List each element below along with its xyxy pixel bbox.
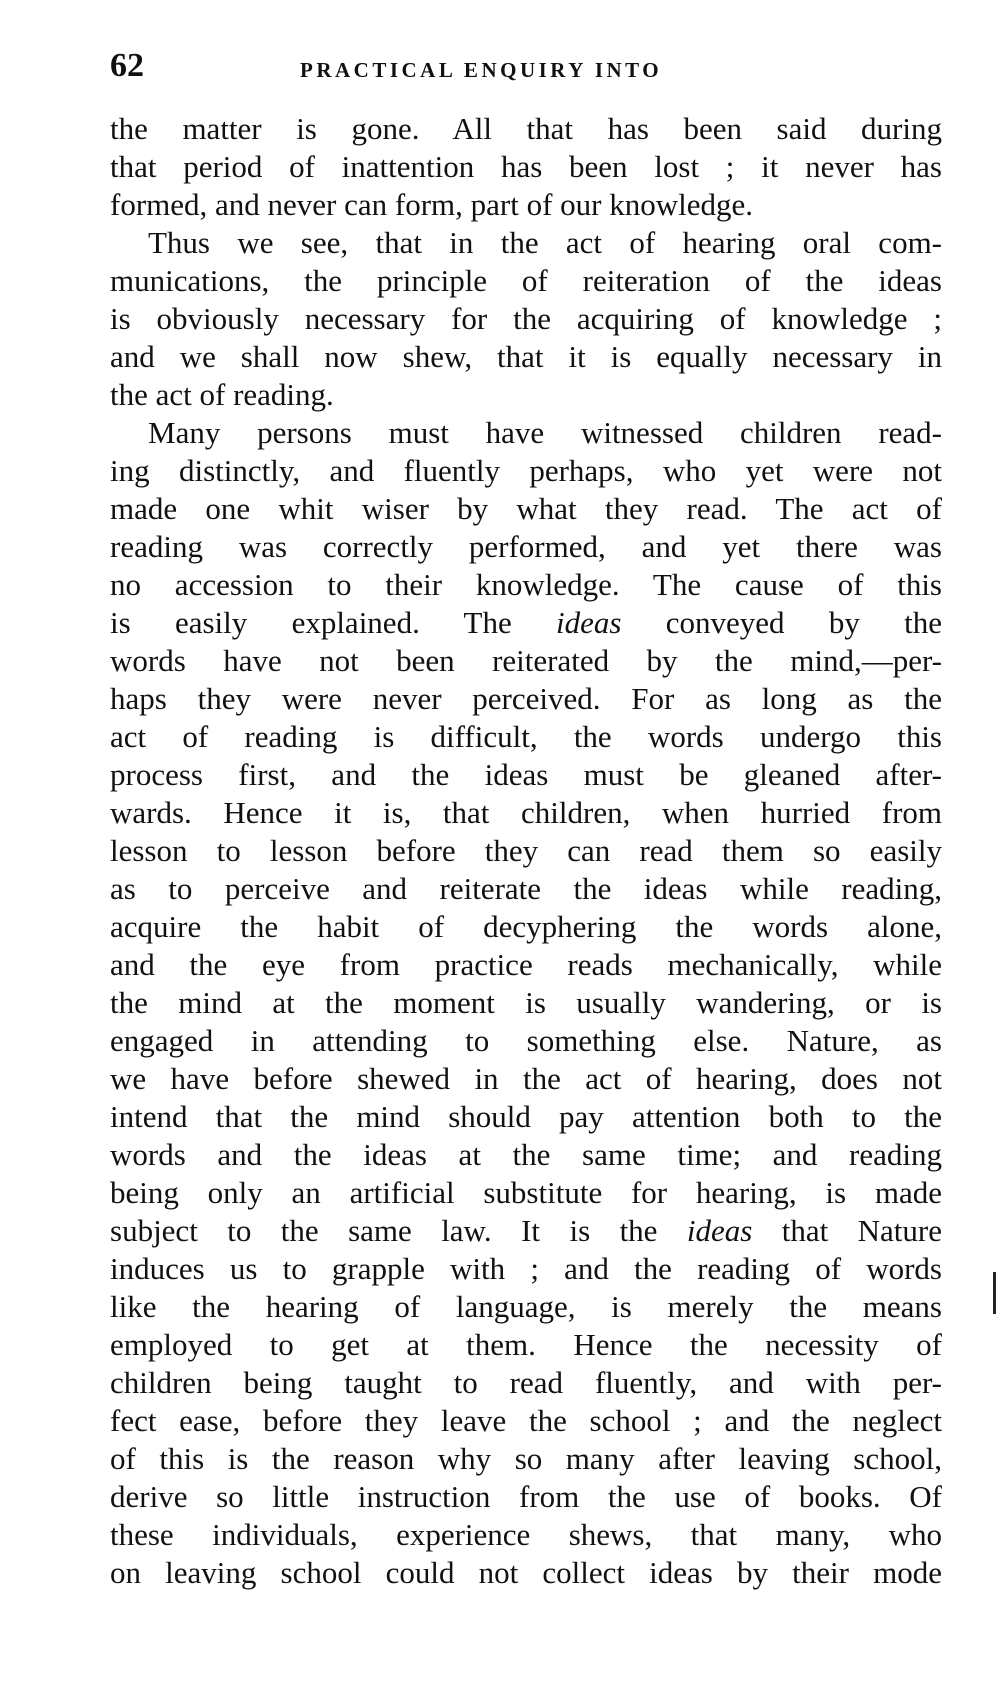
text-line: being only an artificial substitute for hearing, is made (110, 1175, 942, 1210)
body-text (110, 110, 942, 1592)
paragraph-start-line: Many persons must have witnessed children read- (148, 415, 942, 450)
text-line: ing distinctly, and fluently perhaps, who yet were not (110, 453, 942, 488)
text-line: lesson to lesson before they can read them so easily (110, 833, 942, 868)
text-line: fect ease, before they leave the school ; and the neglect (110, 1403, 942, 1438)
italic-word: ideas (556, 605, 622, 640)
text-line: made one whit wiser by what they read. The act of (110, 491, 942, 526)
text-line: the mind at the moment is usually wandering, or is (110, 985, 942, 1020)
text-line: words and the ideas at the same time; and reading (110, 1137, 942, 1172)
paragraph-start-line: Thus we see, that in the act of hearing oral com- (148, 225, 942, 260)
text-line: engaged in attending to something else. Nature, as (110, 1023, 942, 1058)
text-line: as to perceive and reiterate the ideas while reading, (110, 871, 942, 906)
margin-mark (993, 1272, 996, 1314)
text-line: and we shall now shew, that it is equally necessary in (110, 339, 942, 374)
text-line: haps they were never perceived. For as long as the (110, 681, 942, 716)
text-line: no accession to their knowledge. The cause of this (110, 567, 942, 602)
text-segment: subject to the same law. It is the (110, 1213, 687, 1248)
text-line: acquire the habit of decyphering the words alone, (110, 909, 942, 944)
text-line: formed, and never can form, part of our knowledge. (110, 187, 754, 222)
text-line: act of reading is difficult, the words undergo this (110, 719, 942, 754)
text-line: munications, the principle of reiteration of the ideas (110, 263, 942, 298)
text-segment: conveyed by the (621, 605, 942, 640)
text-segment: that Nature (752, 1213, 942, 1248)
text-line: is obviously necessary for the acquiring of knowledge ; (110, 301, 942, 336)
page-number: 62 (110, 47, 144, 84)
text-line: that period of inattention has been lost ; it never has (110, 149, 942, 184)
text-line: on leaving school could not collect ideas by their mode (110, 1555, 942, 1590)
text-line: intend that the mind should pay attention both to the (110, 1099, 942, 1134)
text-line: the act of reading. (110, 377, 334, 412)
text-line: these individuals, experience shews, that many, who (110, 1517, 942, 1552)
text-line: derive so little instruction from the use of books. Of (110, 1479, 942, 1514)
text-line: of this is the reason why so many after leaving school, (110, 1441, 942, 1476)
italic-word: ideas (686, 1213, 753, 1248)
text-line: like the hearing of language, is merely the means (110, 1289, 942, 1324)
text-line: words have not been reiterated by the mind,—per- (110, 643, 942, 678)
text-line: the matter is gone. All that has been said during (110, 111, 942, 146)
running-head: PRACTICAL ENQUIRY INTO (300, 58, 663, 82)
text-line: we have before shewed in the act of hearing, does not (110, 1061, 942, 1096)
text-segment: is easily explained. The (110, 605, 557, 640)
text-line (110, 1212, 942, 1250)
text-line: wards. Hence it is, that children, when hurried from (110, 795, 942, 830)
text-line: employed to get at them. Hence the necessity of (110, 1327, 942, 1362)
text-line: induces us to grapple with ; and the reading of words (110, 1251, 942, 1286)
text-line: children being taught to read fluently, and with per- (110, 1365, 942, 1400)
text-line: and the eye from practice reads mechanically, while (110, 947, 942, 982)
text-line (110, 604, 942, 642)
text-line: process first, and the ideas must be gleaned after- (110, 757, 942, 792)
text-line: reading was correctly performed, and yet there was (110, 529, 942, 564)
